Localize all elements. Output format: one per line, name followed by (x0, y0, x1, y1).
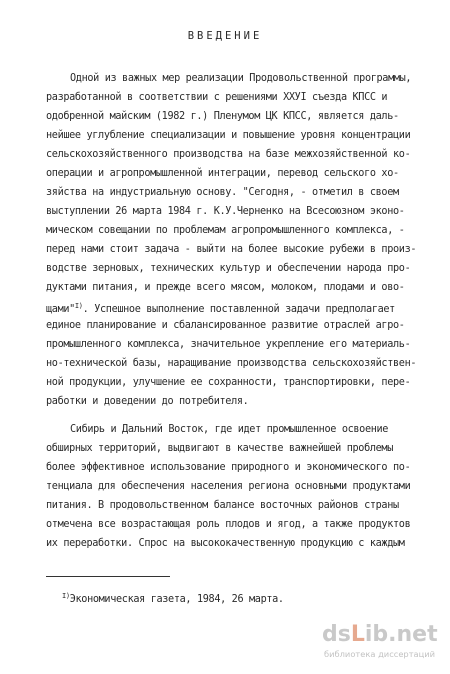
dslib-watermark (322, 622, 444, 666)
footnote (62, 590, 450, 606)
body-line: перед нами стоит задача - выйти на более высокие рубежи в произ- (46, 244, 417, 255)
body-line: сельскохозяйственного производства на базе межхозяйственной ко- (46, 149, 411, 160)
body-line: работки и доведении до потребителя. (46, 396, 249, 407)
body-line: Одной из важных мер реализации Продовольственной программы, (70, 73, 412, 84)
body-line-with-footnote (46, 300, 450, 316)
body-line: единое планирование и сбалансированное развитие отраслей агро- (46, 320, 405, 331)
body-line: водстве зерновых, технических культур и обеспечении народа про- (46, 263, 411, 274)
footnote-separator (46, 576, 170, 577)
watermark-subtitle: библиотека диссертаций (324, 649, 436, 659)
body-line: ной продукции, улучшение ее сохранности, транспортировки, пере- (46, 377, 411, 388)
body-line: их переработки. Спрос на высококачественную продукцию с каждым (46, 538, 405, 549)
body-line: одобренной майским (1982 г.) Пленумом ЦК КПСС, является даль- (46, 111, 399, 122)
body-line: Сибирь и Дальний Восток, где идет промышленное освоение (70, 424, 389, 435)
body-line: промышленного комплекса, значительное укрепление его материаль- (46, 339, 411, 350)
body-line: нейшее углубление специализации и повышение уровня концентрации (46, 130, 411, 141)
page-heading: ВВЕДЕНИЕ (187, 30, 263, 42)
body-line: дуктами питания, и прежде всего мясом, молоком, плодами и ово- (46, 282, 405, 293)
watermark-logo: dsLib.net (322, 622, 438, 647)
body-line: более эффективное использование природного и экономического по- (46, 462, 411, 473)
footnote-text: Экономическая газета, 1984, 26 марта. (69, 594, 284, 605)
body-line-part: . Успешное выполнение поставленной задачи предполагает (82, 304, 395, 315)
body-line: тенциала для обеспечения населения региона основными продуктами (46, 481, 411, 492)
body-line: питания. В продовольственном балансе восточных районов страны (46, 500, 399, 511)
body-line: разработанной в соответствии с решениями ХХУІ съезда КПСС и (46, 92, 388, 103)
body-line: обширных территорий, выдвигают в качестве важнейшей проблемы (46, 443, 394, 454)
body-line: отмечена все возрастающая роль плодов и ягод, а также продуктов (46, 519, 411, 530)
footnote-ref: I) (74, 302, 83, 310)
body-line: мическом совещании по проблемам агропромышленного комплекса, - (46, 225, 405, 236)
body-line: операции и агропромышленной интеграции, перевод сельского хо- (46, 168, 399, 179)
body-line: выступлении 26 марта 1984 г. К.У.Черненко на Всесоюзном эконо- (46, 206, 405, 217)
body-line-part: щами" (46, 304, 75, 315)
body-line: зяйства на индустриальную основу. "Сегодня, - отметил в своем (46, 187, 399, 198)
footnote-marker: I) (62, 592, 70, 600)
body-line: но-технической базы, наращивание производства сельскохозяйствен- (46, 358, 417, 369)
